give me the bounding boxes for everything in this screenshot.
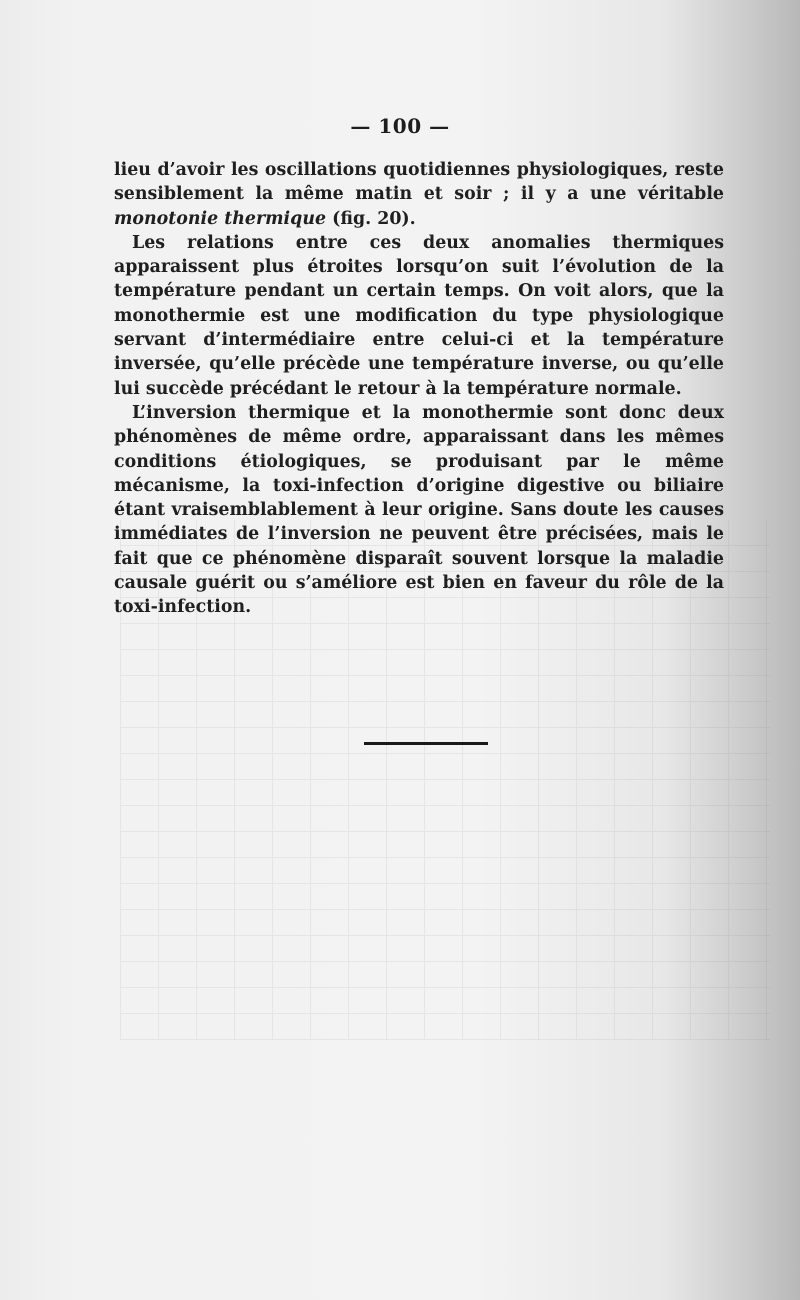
paragraph-3 (114, 401, 724, 620)
page-number: — 100 — (350, 114, 450, 138)
paragraph-1-italic-term: monotonie thermique (114, 208, 327, 229)
section-divider (364, 742, 488, 745)
paragraph-3-text: L’inversion thermique et la monothermie sont donc deux phénomènes de même ordre, apparaissant dans les mêmes conditions étiologiques, se produisant par le même mécanisme, la toxi-infection d’origine digestive ou biliaire étant vraisemblablement à leur origine. Sans doute les causes immédiates de l’inversion ne peuvent être précisées, mais le fait que ce phénomène disparaît souvent lorsque la maladie causale guérit ou s’améliore est bien en faveur du rôle de la toxi-infection. (114, 402, 724, 618)
paragraph-2-text: Les relations entre ces deux anomalies thermiques apparaissent plus étroites lorsqu’on suit l’évolution de la température pendant un certain temps. On voit alors, que la monothermie est une modification du type physiologique servant d’intermédiaire entre celui-ci et la température inversée, qu’elle précède une température inverse, ou qu’elle lui succède précédant le retour à la température normale. (114, 232, 724, 399)
paragraph-2 (114, 231, 724, 401)
paragraph-1 (114, 158, 724, 231)
body-text (114, 158, 724, 620)
paragraph-1-text-after: (fig. 20). (326, 208, 416, 229)
paragraph-1-text-before: lieu d’avoir les oscillations quotidiennes physiologiques, reste sensiblement la même matin et soir ; il y a une véritable (114, 160, 724, 205)
